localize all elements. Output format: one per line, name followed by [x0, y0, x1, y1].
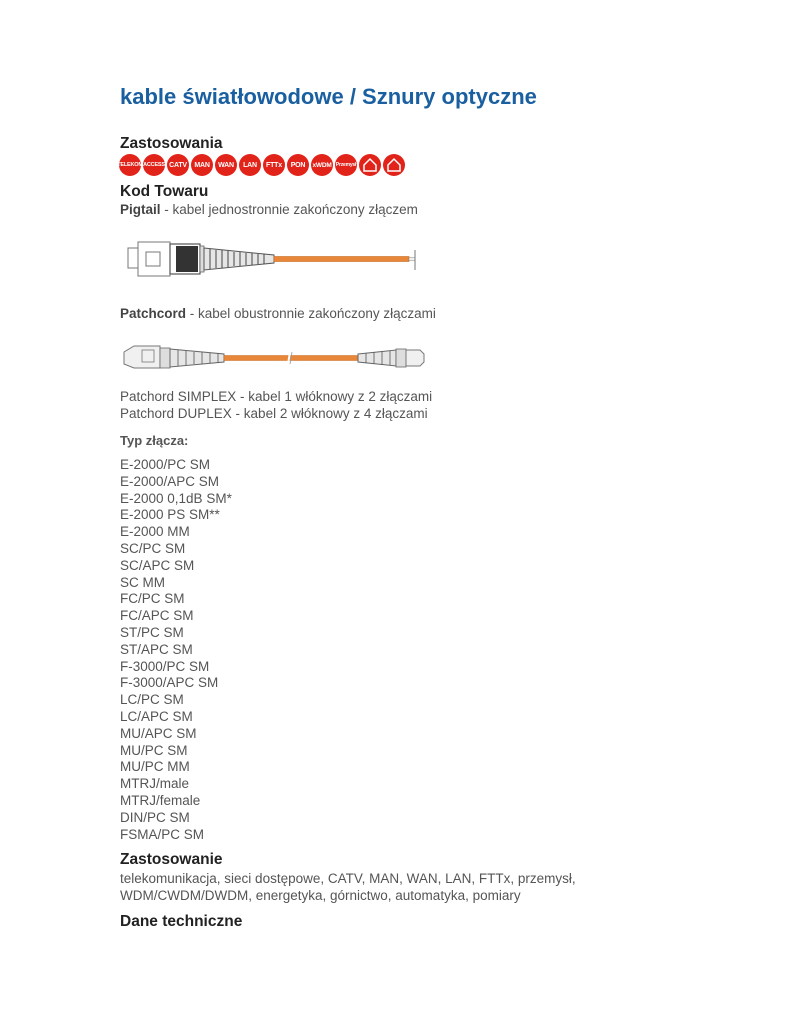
- house-icon: [383, 154, 405, 176]
- zastosowanie-line: WDM/CWDM/DWDM, energetyka, górnictwo, automatyka, pomiary: [120, 887, 521, 903]
- badge-access: ACCESS: [143, 154, 165, 176]
- typ-zlacza-heading: Typ złącza:: [120, 433, 189, 448]
- list-item: E-2000 MM: [120, 524, 190, 540]
- patchcord-duplex: Patchord DUPLEX - kabel 2 włóknowy z 4 złączami: [120, 405, 428, 421]
- list-item: FSMA/PC SM: [120, 826, 205, 842]
- dane-techniczne-heading: Dane techniczne: [120, 913, 243, 930]
- connector-list: [120, 457, 232, 843]
- list-item: E-2000/APC SM: [120, 473, 220, 489]
- patchcord-simplex: Patchord SIMPLEX - kabel 1 włóknowy z 2 złączami: [120, 389, 433, 404]
- list-item: E-2000/PC SM: [120, 457, 211, 472]
- pigtail-desc: - kabel jednostronnie zakończony złączem: [160, 202, 418, 217]
- list-item: ST/PC SM: [120, 624, 184, 640]
- kod-towaru-heading: Kod Towaru: [120, 183, 209, 200]
- list-item: MU/APC SM: [120, 725, 197, 741]
- pigtail-image: [124, 238, 420, 280]
- zastosowania-heading: Zastosowania: [120, 135, 223, 152]
- pigtail-label: Pigtail: [120, 202, 161, 217]
- badge-lan: LAN: [239, 154, 261, 176]
- badge-pon: PON: [287, 154, 309, 176]
- list-item: MTRJ/female: [120, 792, 201, 808]
- patchcord-description: [120, 306, 436, 323]
- zastosowanie-line: telekomunikacja, sieci dostępowe, CATV, MAN, WAN, LAN, FTTx, przemysł,: [120, 871, 576, 886]
- list-item: F-3000/PC SM: [120, 658, 210, 674]
- page-title: kable światłowodowe / Sznury optyczne: [120, 84, 537, 109]
- badge-wan: WAN: [215, 154, 237, 176]
- house-icon: [359, 154, 381, 176]
- list-item: MU/PC SM: [120, 742, 188, 758]
- list-item: SC/PC SM: [120, 540, 186, 556]
- badge-fttx: FTTx: [263, 154, 285, 176]
- patchcord-desc: - kabel obustronnie zakończony złączami: [186, 306, 436, 321]
- list-item: MTRJ/male: [120, 776, 190, 792]
- patchcord-types: [120, 389, 432, 423]
- list-item: ST/APC SM: [120, 641, 193, 657]
- badge-telekom: TELEKOM: [119, 154, 141, 176]
- zastosowanie-text: [120, 871, 576, 905]
- list-item: LC/PC SM: [120, 692, 184, 708]
- pigtail-description: [120, 202, 418, 219]
- badge-man: MAN: [191, 154, 213, 176]
- list-item: DIN/PC SM: [120, 809, 190, 825]
- list-item: LC/APC SM: [120, 708, 193, 724]
- badge-xwdm: xWDM: [311, 154, 333, 176]
- list-item: F-3000/APC SM: [120, 675, 219, 691]
- badge-catv: CATV: [167, 154, 189, 176]
- application-badges: [119, 154, 405, 176]
- list-item: E-2000 PS SM**: [120, 507, 220, 523]
- list-item: MU/PC MM: [120, 759, 190, 775]
- list-item: E-2000 0,1dB SM*: [120, 490, 232, 506]
- zastosowanie-heading: Zastosowanie: [120, 851, 223, 868]
- list-item: FC/APC SM: [120, 608, 194, 624]
- list-item: SC/APC SM: [120, 557, 195, 573]
- list-item: FC/PC SM: [120, 591, 185, 607]
- badge-przemysl: Przemysł: [335, 154, 357, 176]
- list-item: SC MM: [120, 574, 165, 590]
- patchcord-image: [120, 340, 430, 376]
- patchcord-label: Patchcord: [120, 306, 187, 321]
